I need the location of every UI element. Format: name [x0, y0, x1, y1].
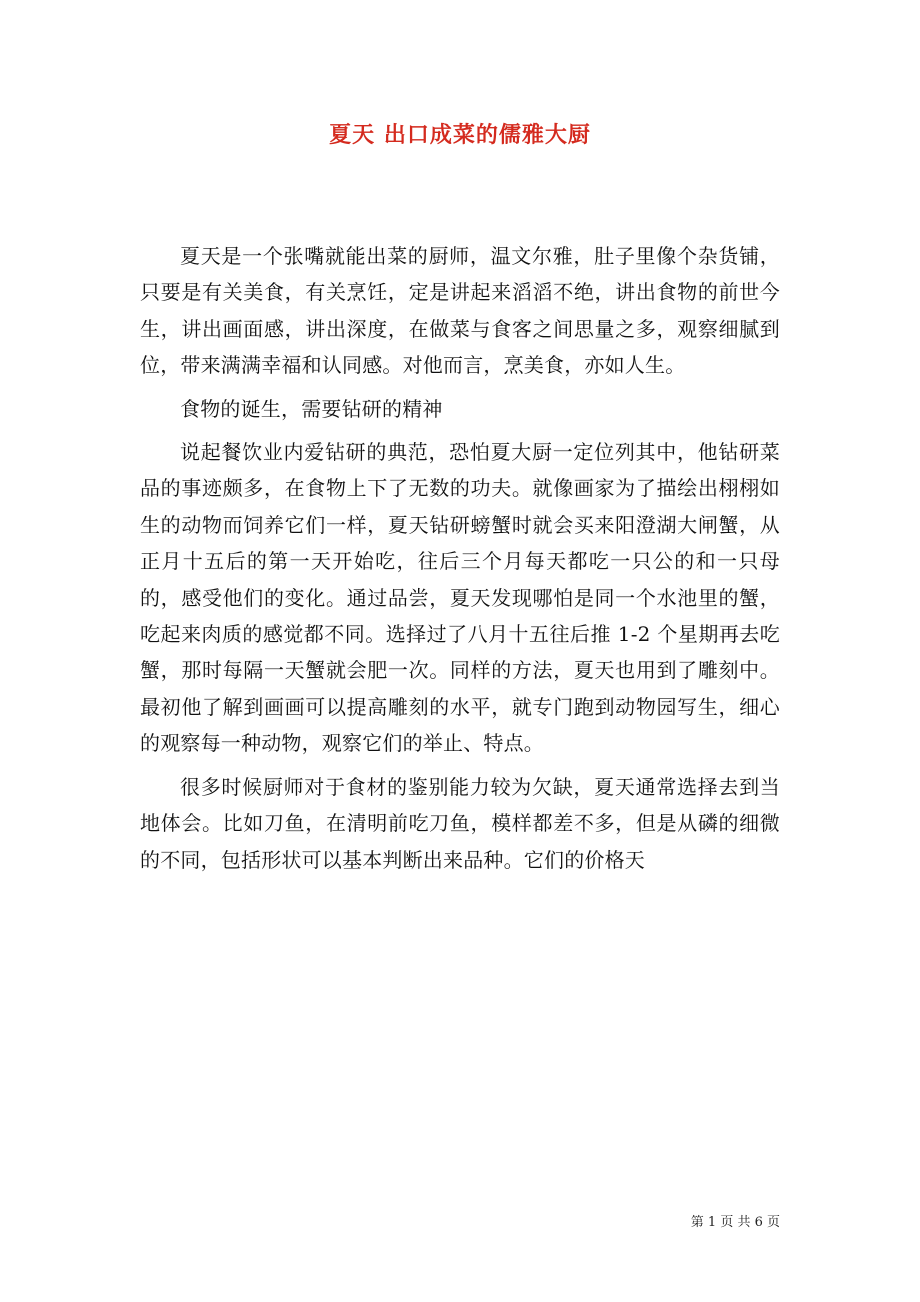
document-body — [140, 238, 780, 885]
paragraph-subheading: 食物的诞生，需要钻研的精神 — [180, 396, 443, 421]
paragraph-ingredients: 很多时候厨师对于食材的鉴别能力较为欠缺，夏天通常选择去到当地体会。比如刀鱼，在清明前吃刀鱼，模样都差不多，但是从磷的细微的不同，包括形状可以基本判断出来品种。它们的价格天 — [140, 774, 780, 872]
page-number: 第 1 页 共 6 页 — [690, 1215, 780, 1230]
paragraph-intro: 夏天是一个张嘴就能出菜的厨师，温文尔雅，肚子里像个杂货铺，只要是有关美食，有关烹饪，定是讲起来滔滔不绝，讲出食物的前世今生，讲出画面感，讲出深度，在做菜与食客之间思量之多，观察细腻到位，带来满满幸福和认同感。对他而言，烹美食，亦如人生。 — [140, 244, 780, 378]
paragraph-research: 说起餐饮业内爱钻研的典范，恐怕夏大厨一定位列其中，他钻研菜品的事迹颇多，在食物上下了无数的功夫。就像画家为了描绘出栩栩如生的动物而饲养它们一样，夏天钻研螃蟹时就会买来阳澄湖大闸蟹，从正月十五后的第一天开始吃，往后三个月每天都吃一只公的和一只母的，感受他们的变化。通过品尝，夏天发现哪怕是同一个水池里的蟹，吃起来肉质的感觉都不同。选择过了八月十五往后推 1-2 个星期再去吃蟹，那时每隔一天蟹就会肥一次。同样的方法，夏天也用到了雕刻中。最初他了解到画画可以提高雕刻的水平，就专门跑到动物园写生，细心的观察每一种动物，观察它们的举止、特点。 — [140, 440, 780, 756]
document-title: 夏天 出口成菜的儒雅大厨 — [329, 122, 591, 148]
